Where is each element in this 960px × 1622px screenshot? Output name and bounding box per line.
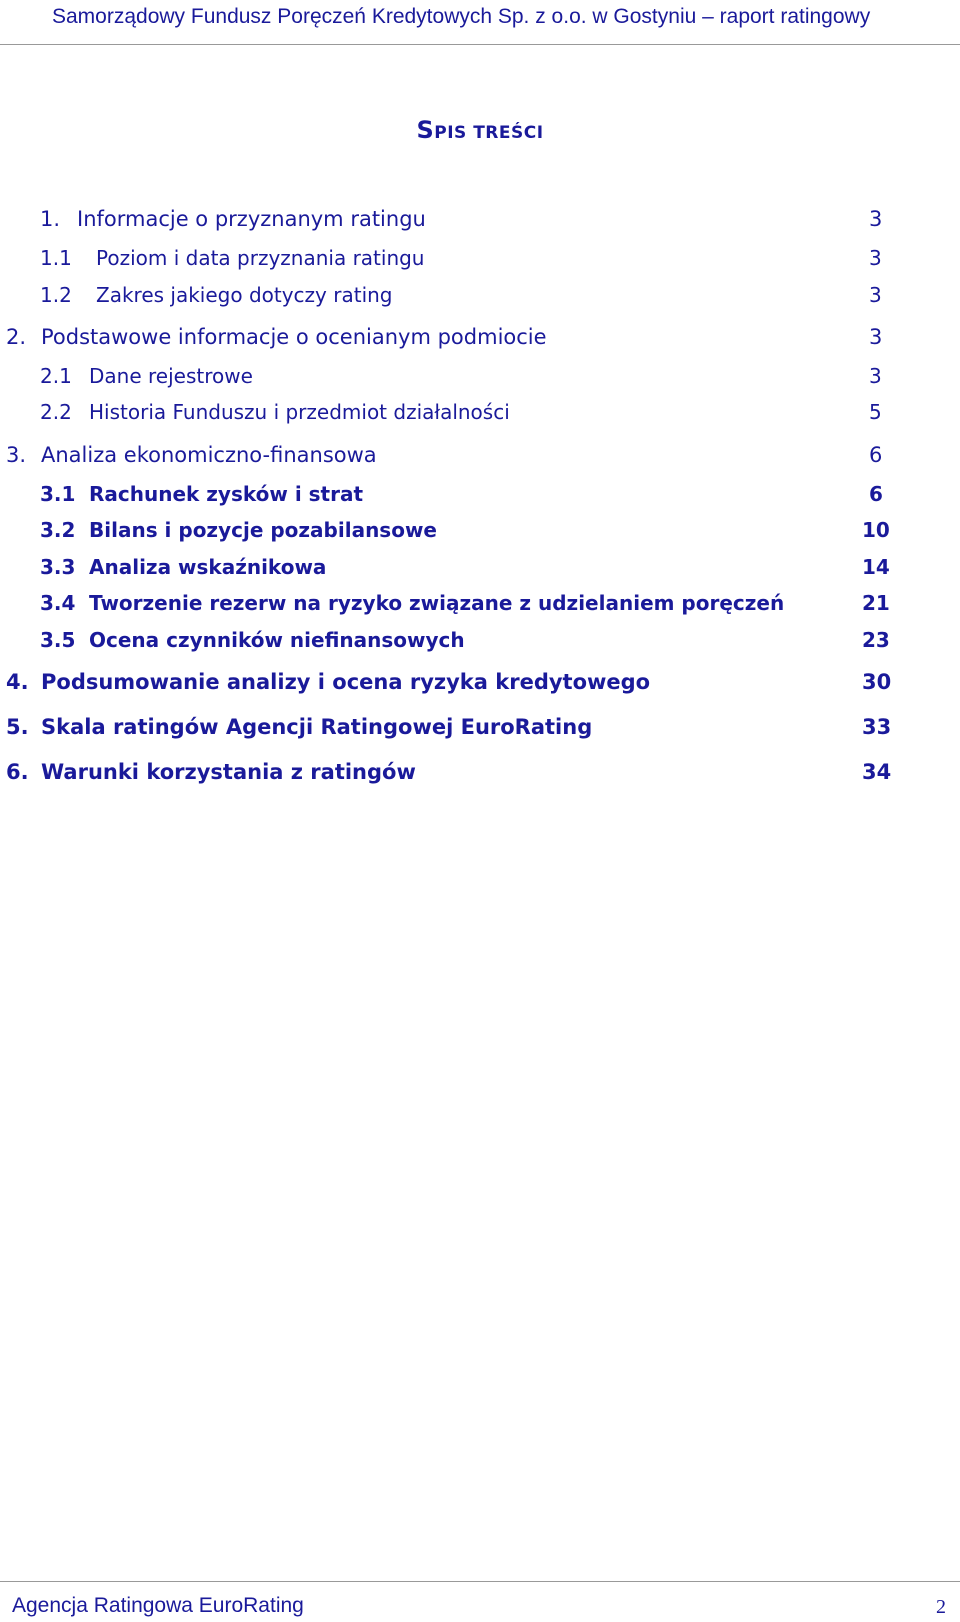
toc-entry-text: Zakres jakiego dotyczy rating — [96, 283, 393, 307]
toc-entry-number: 2.2 — [40, 400, 72, 424]
toc-entry-page: 33 — [862, 715, 892, 739]
toc-entry-text: Podstawowe informacje o ocenianym podmiocie — [41, 325, 547, 349]
toc-entry-text: Analiza wskaźnikowa — [89, 555, 327, 579]
toc-entry-page: 5 — [869, 400, 882, 424]
toc-title-initial: S — [416, 116, 435, 144]
toc-entry-page: 21 — [862, 591, 890, 615]
toc-entry-number: 3. — [6, 443, 27, 467]
toc-title — [0, 116, 960, 144]
toc-entry-text: Ocena czynników niefinansowych — [89, 628, 465, 652]
toc-entry-number: 2. — [6, 325, 27, 349]
toc-entry-3[interactable] — [0, 443, 960, 473]
toc-entry-page: 3 — [869, 207, 883, 231]
toc-entry-number: 6. — [6, 760, 29, 784]
toc-entry-number: 4. — [6, 670, 29, 694]
toc-entry-2[interactable] — [0, 325, 960, 355]
toc-entry-page: 3 — [869, 325, 883, 349]
running-header: Samorządowy Fundusz Poręczeń Kredytowych Sp. z o.o. w Gostyniu – raport ratingowy — [52, 5, 871, 28]
toc-entry-3-3[interactable] — [0, 555, 960, 585]
toc-entry-3-1[interactable] — [0, 482, 960, 512]
toc-entry-page: 34 — [862, 760, 892, 784]
toc-entry-page: 30 — [862, 670, 892, 694]
toc-entry-page: 23 — [862, 628, 890, 652]
toc-entry-text: Skala ratingów Agencji Ratingowej EuroRating — [41, 715, 593, 739]
toc-entry-2-1[interactable] — [0, 364, 960, 394]
toc-entry-page: 3 — [869, 246, 882, 270]
footer-page-number: 2 — [936, 1596, 946, 1618]
toc-entry-page: 14 — [862, 555, 890, 579]
toc-entry-number: 1.1 — [40, 246, 72, 270]
footer-agency-name: Agencja Ratingowa EuroRating — [12, 1594, 304, 1617]
toc-entry-page: 3 — [869, 364, 882, 388]
toc-entry-6[interactable] — [0, 760, 960, 790]
toc-entry-text: Analiza ekonomiczno-finansowa — [41, 443, 377, 467]
toc-entry-text: Bilans i pozycje pozabilansowe — [89, 518, 437, 542]
toc-entry-text: Tworzenie rezerw na ryzyko związane z udzielaniem poręczeń — [89, 591, 785, 615]
toc-entry-text: Podsumowanie analizy i ocena ryzyka kredytowego — [41, 670, 651, 694]
toc-entry-number: 5. — [6, 715, 29, 739]
toc-entry-text: Rachunek zysków i strat — [89, 482, 364, 506]
toc-entry-page: 3 — [869, 283, 882, 307]
toc-entry-text: Historia Funduszu i przedmiot działalności — [89, 400, 510, 424]
footer-divider — [0, 1581, 960, 1582]
toc-entry-4[interactable] — [0, 670, 960, 700]
toc-entry-text: Dane rejestrowe — [89, 364, 253, 388]
toc-title-rest: PIS TREŚCI — [434, 123, 544, 143]
toc-entry-number: 3.1 — [40, 482, 76, 506]
toc-entry-3-5[interactable] — [0, 628, 960, 658]
toc-entry-text: Warunki korzystania z ratingów — [41, 760, 416, 784]
toc-entry-number: 2.1 — [40, 364, 72, 388]
toc-entry-page: 6 — [869, 482, 883, 506]
toc-entry-number: 3.3 — [40, 555, 76, 579]
toc-entry-2-2[interactable] — [0, 400, 960, 430]
toc-entry-text: Poziom i data przyznania ratingu — [96, 246, 425, 270]
toc-entry-1-2[interactable] — [0, 283, 960, 313]
toc-entry-number: 1.2 — [40, 283, 72, 307]
toc-entry-5[interactable] — [0, 715, 960, 745]
toc-entry-number: 1. — [40, 207, 61, 231]
toc-entry-3-2[interactable] — [0, 518, 960, 548]
toc-entry-1[interactable] — [0, 207, 960, 237]
toc-entry-number: 3.5 — [40, 628, 76, 652]
toc-entry-text: Informacje o przyznanym ratingu — [77, 207, 426, 231]
toc-entry-page: 6 — [869, 443, 883, 467]
toc-entry-page: 10 — [862, 518, 890, 542]
header-divider — [0, 44, 960, 45]
toc-entry-number: 3.4 — [40, 591, 76, 615]
toc-entry-3-4[interactable] — [0, 591, 960, 621]
toc-entry-number: 3.2 — [40, 518, 76, 542]
toc-entry-1-1[interactable] — [0, 246, 960, 276]
